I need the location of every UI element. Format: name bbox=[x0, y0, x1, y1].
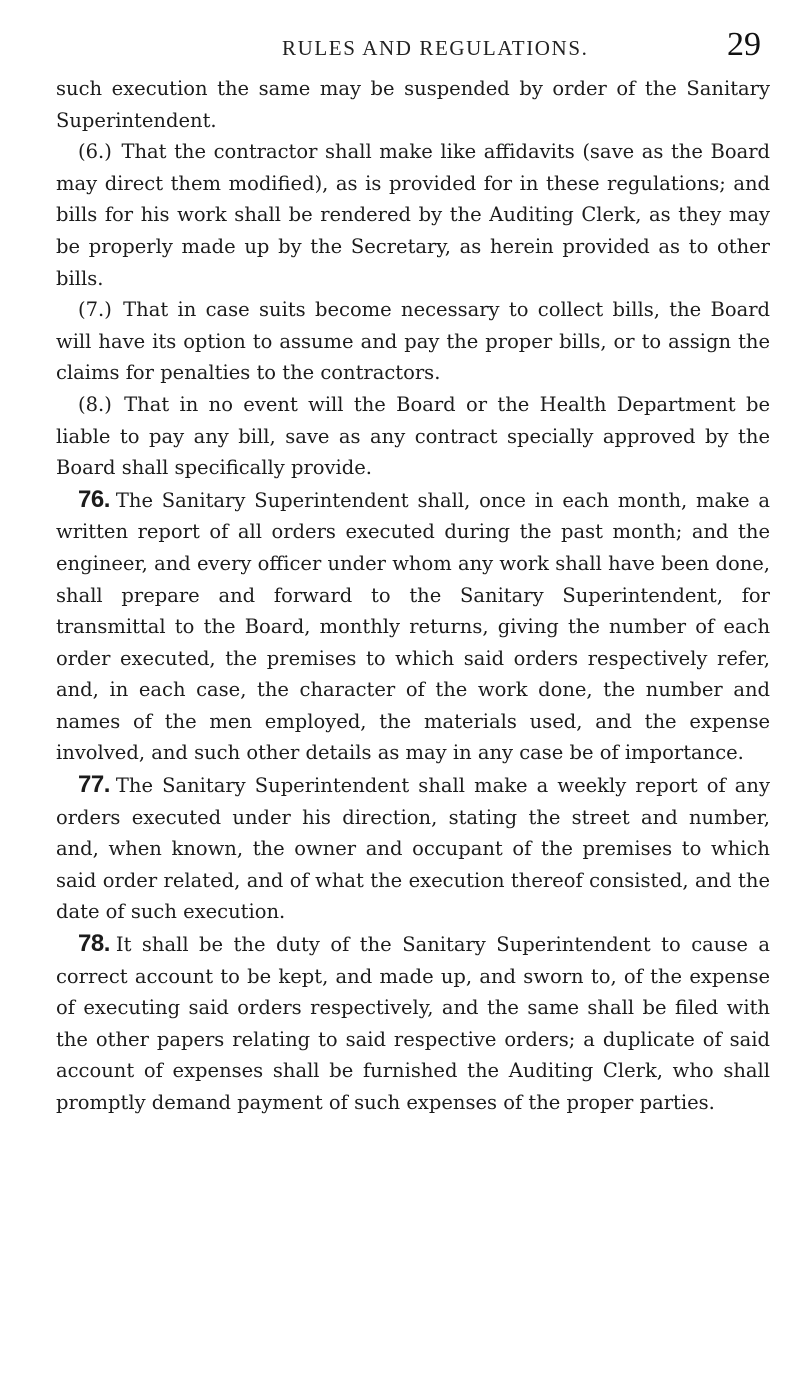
page-number: 29 bbox=[727, 26, 761, 63]
section-number: 78. bbox=[78, 930, 110, 958]
clause-6 bbox=[56, 136, 770, 294]
running-head bbox=[56, 10, 771, 63]
section-number: 77. bbox=[78, 771, 110, 799]
clause-number: (8.) bbox=[78, 392, 112, 416]
paragraph-text: That the contractor shall make like affidavits (save as the Board may direct them modified), as is provided for in these regulations; and bills for his work shall be rendered by the Auditing Clerk, as they may be properly made up by the Secretary, as herein provided as to other bills. bbox=[56, 140, 770, 290]
section-number: 76. bbox=[78, 485, 110, 513]
paragraph-text: It shall be the duty of the Sanitary Superintendent to cause a correct account to be kept, and made up, and sworn to, of the expense of executing said orders respectively, and the same shall be filed with the other papers relating to said respective orders; a duplicate of said account of expenses shall be furnished the Auditing Clerk, who shall promptly demand payment of such expenses of the proper parties. bbox=[56, 933, 770, 1114]
clause-number: (6.) bbox=[78, 140, 112, 164]
clause-8 bbox=[56, 389, 770, 484]
paragraph-text: The Sanitary Superintendent shall, once in each month, make a written report of all orders executed during the past month; and the engineer, and every officer under whom any work shall have been done, shall prepare and forward to the Sanitary Superintendent, for transmittal to the Board, monthly returns, giving the number of each order executed, the premises to which said orders respectively refer, and, in each case, the character of the work done, the number and names of the men employed, the materials used, and the expense involved, and such other details as may in any case be of importance. bbox=[56, 488, 770, 765]
paragraph-text: The Sanitary Superintendent shall make a weekly report of any orders executed under his direction, stating the street and number, and, when known, the owner and occupant of the premises to which said order related, and of what the execution thereof consisted, and the date of such execution. bbox=[56, 774, 770, 924]
section-78 bbox=[56, 928, 770, 1119]
paragraph-text: That in no event will the Board or the Health Department be liable to pay any bill, save as any contract specially approved by the Board shall specifically provide. bbox=[56, 392, 770, 480]
paragraph-text: such execution the same may be suspended by order of the Sanitary Superintendent. bbox=[56, 77, 770, 132]
section-77 bbox=[56, 769, 770, 928]
running-title: RULES AND REGULATIONS. bbox=[282, 36, 589, 60]
body-text bbox=[56, 73, 770, 1119]
clause-number: (7.) bbox=[78, 298, 112, 322]
paragraph-text: That in case suits become necessary to collect bills, the Board will have its option to assume and pay the proper bills, or to assign the claims for penalties to the contractors. bbox=[56, 298, 771, 385]
section-76 bbox=[56, 484, 770, 769]
paragraph-continuation bbox=[56, 73, 770, 136]
clause-7 bbox=[56, 294, 770, 389]
